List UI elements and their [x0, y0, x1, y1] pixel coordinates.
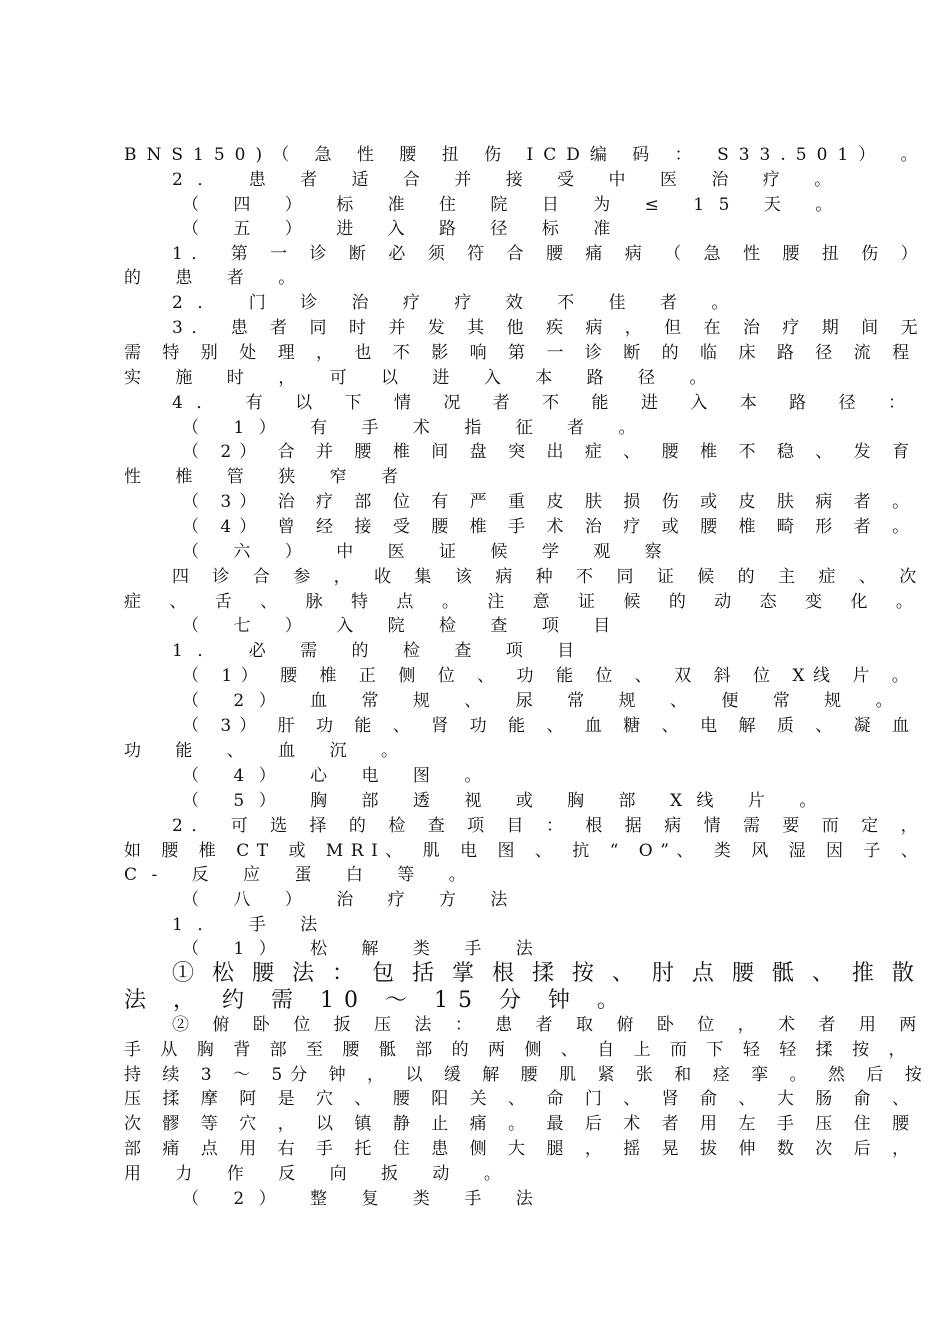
text-line: 用 力 作 反 向 扳 动 。 — [124, 1164, 516, 1184]
text-line: 需 特 别 处 理 ， 也 不 影 响 第 一 诊 断 的 临 床 路 径 流 程 — [124, 343, 918, 363]
text-line: （ 1） 有 手 术 指 征 者 。 — [182, 418, 651, 438]
text-line: （ 3） 治 疗 部 位 有 严 重 皮 肤 损 伤 或 皮 肤 病 者 。 — [182, 492, 918, 512]
text-line: （ 四 ） 标 准 住 院 日 为 ≤ 15 天 。 — [182, 195, 847, 215]
text-line: 性 椎 管 狭 窄 者 — [124, 467, 413, 487]
text-line: 如 腰 椎 CT 或 MRI、 肌 电 图 、 抗 “ O”、 类 风 湿 因 子 、 — [124, 841, 926, 861]
text-line: 4． 有 以 下 情 况 者 不 能 进 入 本 路 径 ： — [172, 393, 919, 413]
text-line: （ 4） 心 电 图 。 — [182, 766, 496, 786]
text-line: 四 诊 合 参 ， 收 集 该 病 种 不 同 证 候 的 主 症 、 次 — [172, 567, 926, 587]
text-line: （ 1） 松 解 类 手 法 — [182, 939, 548, 959]
section-heading: （ 六 ） 中 医 证 候 学 观 察 — [182, 542, 677, 562]
text-line: 部 痛 点 用 右 手 托 住 患 侧 大 腿 ， 摇 晃 拔 伸 数 次 后 ， — [124, 1139, 918, 1159]
text-line: 3． 患 者 同 时 并 发 其 他 疾 病 ， 但 在 治 疗 期 间 无 — [172, 318, 927, 338]
text-line: 功 能 、 血 沉 。 — [124, 741, 413, 761]
text-line: C- 反 应 蛋 白 等 。 — [124, 865, 481, 885]
text-line: 手 从 胸 背 部 至 腰 骶 部 的 两 侧 、 自 上 而 下 轻 轻 揉 按 ， — [124, 1040, 913, 1060]
text-line: 的 患 者 。 — [124, 268, 310, 288]
text-line: 1． 必 需 的 检 查 项 目 — [172, 641, 589, 661]
text-line: ② 俯 卧 位 扳 压 法 ： 患 者 取 俯 卧 位 ， 术 者 用 两 — [172, 1015, 926, 1035]
section-heading: （ 八 ） 治 疗 方 法 — [182, 890, 522, 910]
text-line: （ 5） 胸 部 透 视 或 胸 部 X线 片 。 — [182, 791, 831, 811]
text-line: 症 、 舌 、 脉 特 点 。 注 意 证 候 的 动 态 变 化 。 — [124, 592, 925, 612]
text-line: ① 松 腰 法 ： 包 括 掌 根 揉 按 、 肘 点 腰 骶 、 推 散 — [172, 961, 920, 986]
text-line: BNS150)（ 急 性 腰 扭 伤 ICD编 码 ： S33.501） 。 — [124, 145, 928, 165]
text-line: （ 2） 合 并 腰 椎 间 盘 突 出 症 、 腰 椎 不 稳 、 发 育 — [182, 442, 918, 462]
text-line: 1． 第 一 诊 断 必 须 符 合 腰 痛 病 （ 急 性 腰 扭 伤 ） — [172, 244, 927, 264]
text-line: 2． 患 者 适 合 并 接 受 中 医 治 疗 。 — [172, 170, 846, 190]
text-line: 2． 门 诊 治 疗 疗 效 不 佳 者 。 — [172, 293, 743, 313]
text-line: （ 3） 肝 功 能 、 肾 功 能 、 血 糖 、 电 解 质 、 凝 血 — [182, 716, 918, 736]
text-line: 2． 可 选 择 的 检 查 项 目 ： 根 据 病 情 需 要 而 定 ， — [172, 816, 927, 836]
text-line: （ 4） 曾 经 接 受 腰 椎 手 术 治 疗 或 腰 椎 畸 形 者 。 — [182, 517, 918, 537]
section-heading: （ 七 ） 入 院 检 查 项 目 — [182, 616, 625, 636]
text-line: 1． 手 法 — [172, 915, 332, 935]
text-line: （ 2） 血 常 规 、 尿 常 规 、 便 常 规 。 — [182, 691, 908, 711]
section-heading: （ 五 ） 进 入 路 径 标 准 — [182, 219, 625, 239]
text-line: （ 1） 腰 椎 正 侧 位 、 功 能 位 、 双 斜 位 X线 片 。 — [182, 666, 918, 686]
text-line: （ 2） 整 复 类 手 法 — [182, 1189, 548, 1209]
text-line: 持 续 3 ～ 5分 钟 ， 以 缓 解 腰 肌 紧 张 和 痉 挛 。 然 后 按 — [124, 1065, 930, 1085]
text-line: 次 髎 等 穴 ， 以 镇 静 止 痛 。 最 后 术 者 用 左 手 压 住 腰 — [124, 1114, 918, 1134]
text-line: 压 揉 摩 阿 是 穴 、 腰 阳 关 、 命 门 、 肾 俞 、 大 肠 俞 、 — [124, 1089, 918, 1109]
text-line: 法 ， 约 需 10 ～ 15 分 钟 。 — [124, 988, 629, 1013]
text-line: 实 施 时 ， 可 以 进 入 本 路 径 。 — [124, 368, 721, 388]
